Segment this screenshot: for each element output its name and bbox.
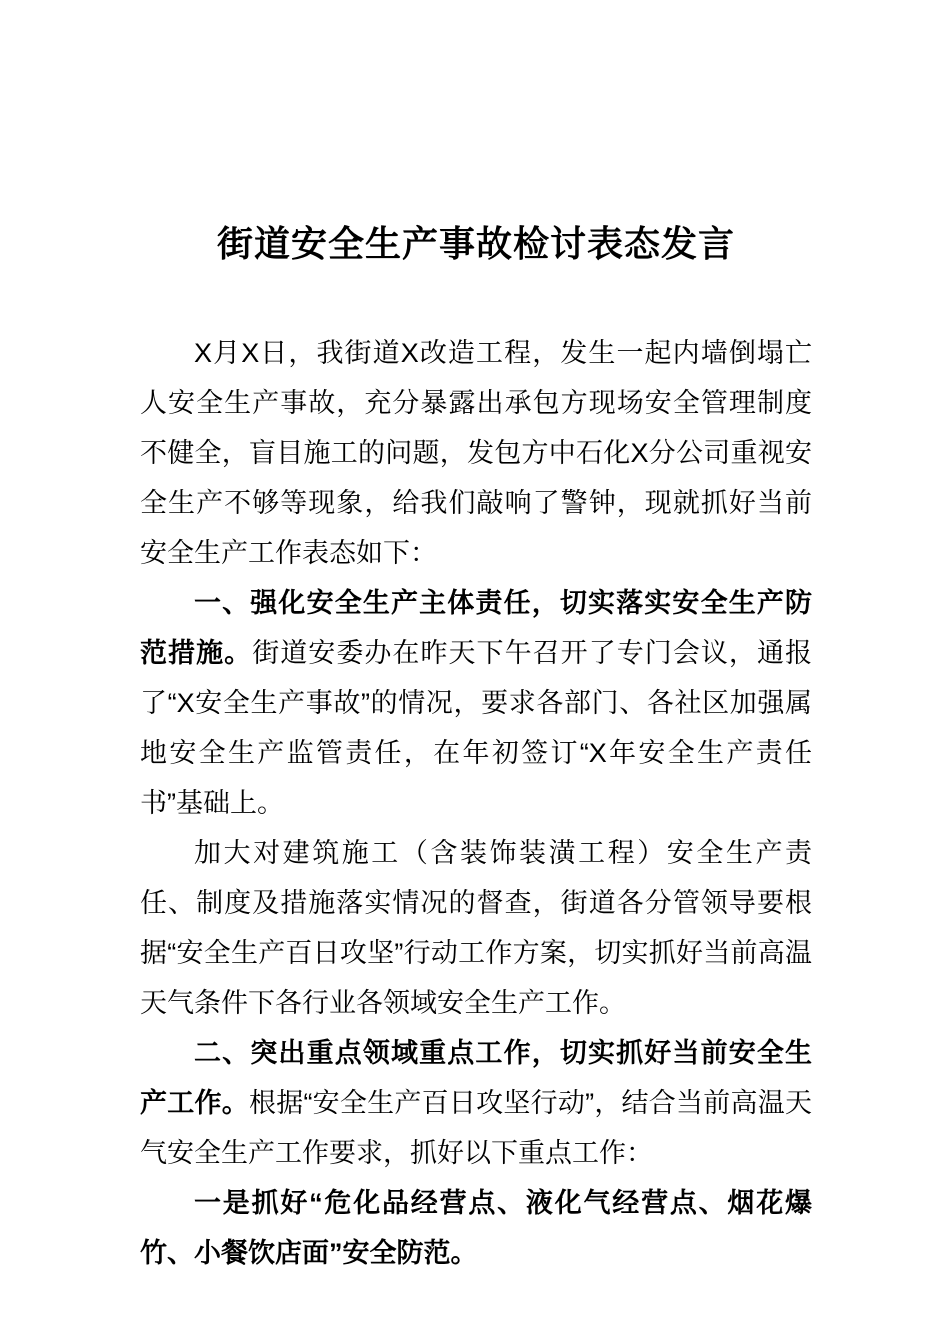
bold-text-segment: 一、强化安全生产主体责任，切实落实安全生产防范措施。	[140, 588, 812, 668]
paragraph	[140, 578, 812, 828]
paragraph	[140, 1028, 812, 1178]
paragraph	[140, 1178, 812, 1278]
bold-text-segment: 一是抓好“危化品经营点、液化气经营点、烟花爆竹、小餐饮店面”安全防范。	[140, 1188, 812, 1268]
text-segment: 街道安委办在昨天下午召开了专门会议，通报了“X安全生产事故”的情况，要求各部门、各社区加强属地安全生产监管责任，在年初签订“X年安全生产责任书”基础上。	[140, 638, 813, 818]
text-segment: X月X日，我街道X改造工程，发生一起内墙倒塌亡人安全生产事故，充分暴露出承包方现场安全管理制度不健全，盲目施工的问题，发包方中石化X分公司重视安全生产不够等现象，给我们敲响了警钟，现就抓好当前安全生产工作表态如下：	[140, 338, 812, 568]
paragraph	[140, 828, 812, 1028]
document-title: 街道安全生产事故检讨表态发言	[216, 223, 735, 264]
paragraph	[140, 328, 812, 578]
document-body	[140, 328, 812, 1278]
bold-text-segment: 二、突出重点领域重点工作，切实抓好当前安全生产工作。	[140, 1038, 812, 1118]
text-segment: 加大对建筑施工（含装饰装潢工程）安全生产责任、制度及措施落实情况的督查，街道各分管领导要根据“安全生产百日攻坚”行动工作方案，切实抓好当前高温天气条件下各行业各领域安全生产工作。	[140, 838, 812, 1018]
text-segment: 根据“安全生产百日攻坚行动”，结合当前高温天气安全生产工作要求，抓好以下重点工作：	[140, 1088, 813, 1168]
